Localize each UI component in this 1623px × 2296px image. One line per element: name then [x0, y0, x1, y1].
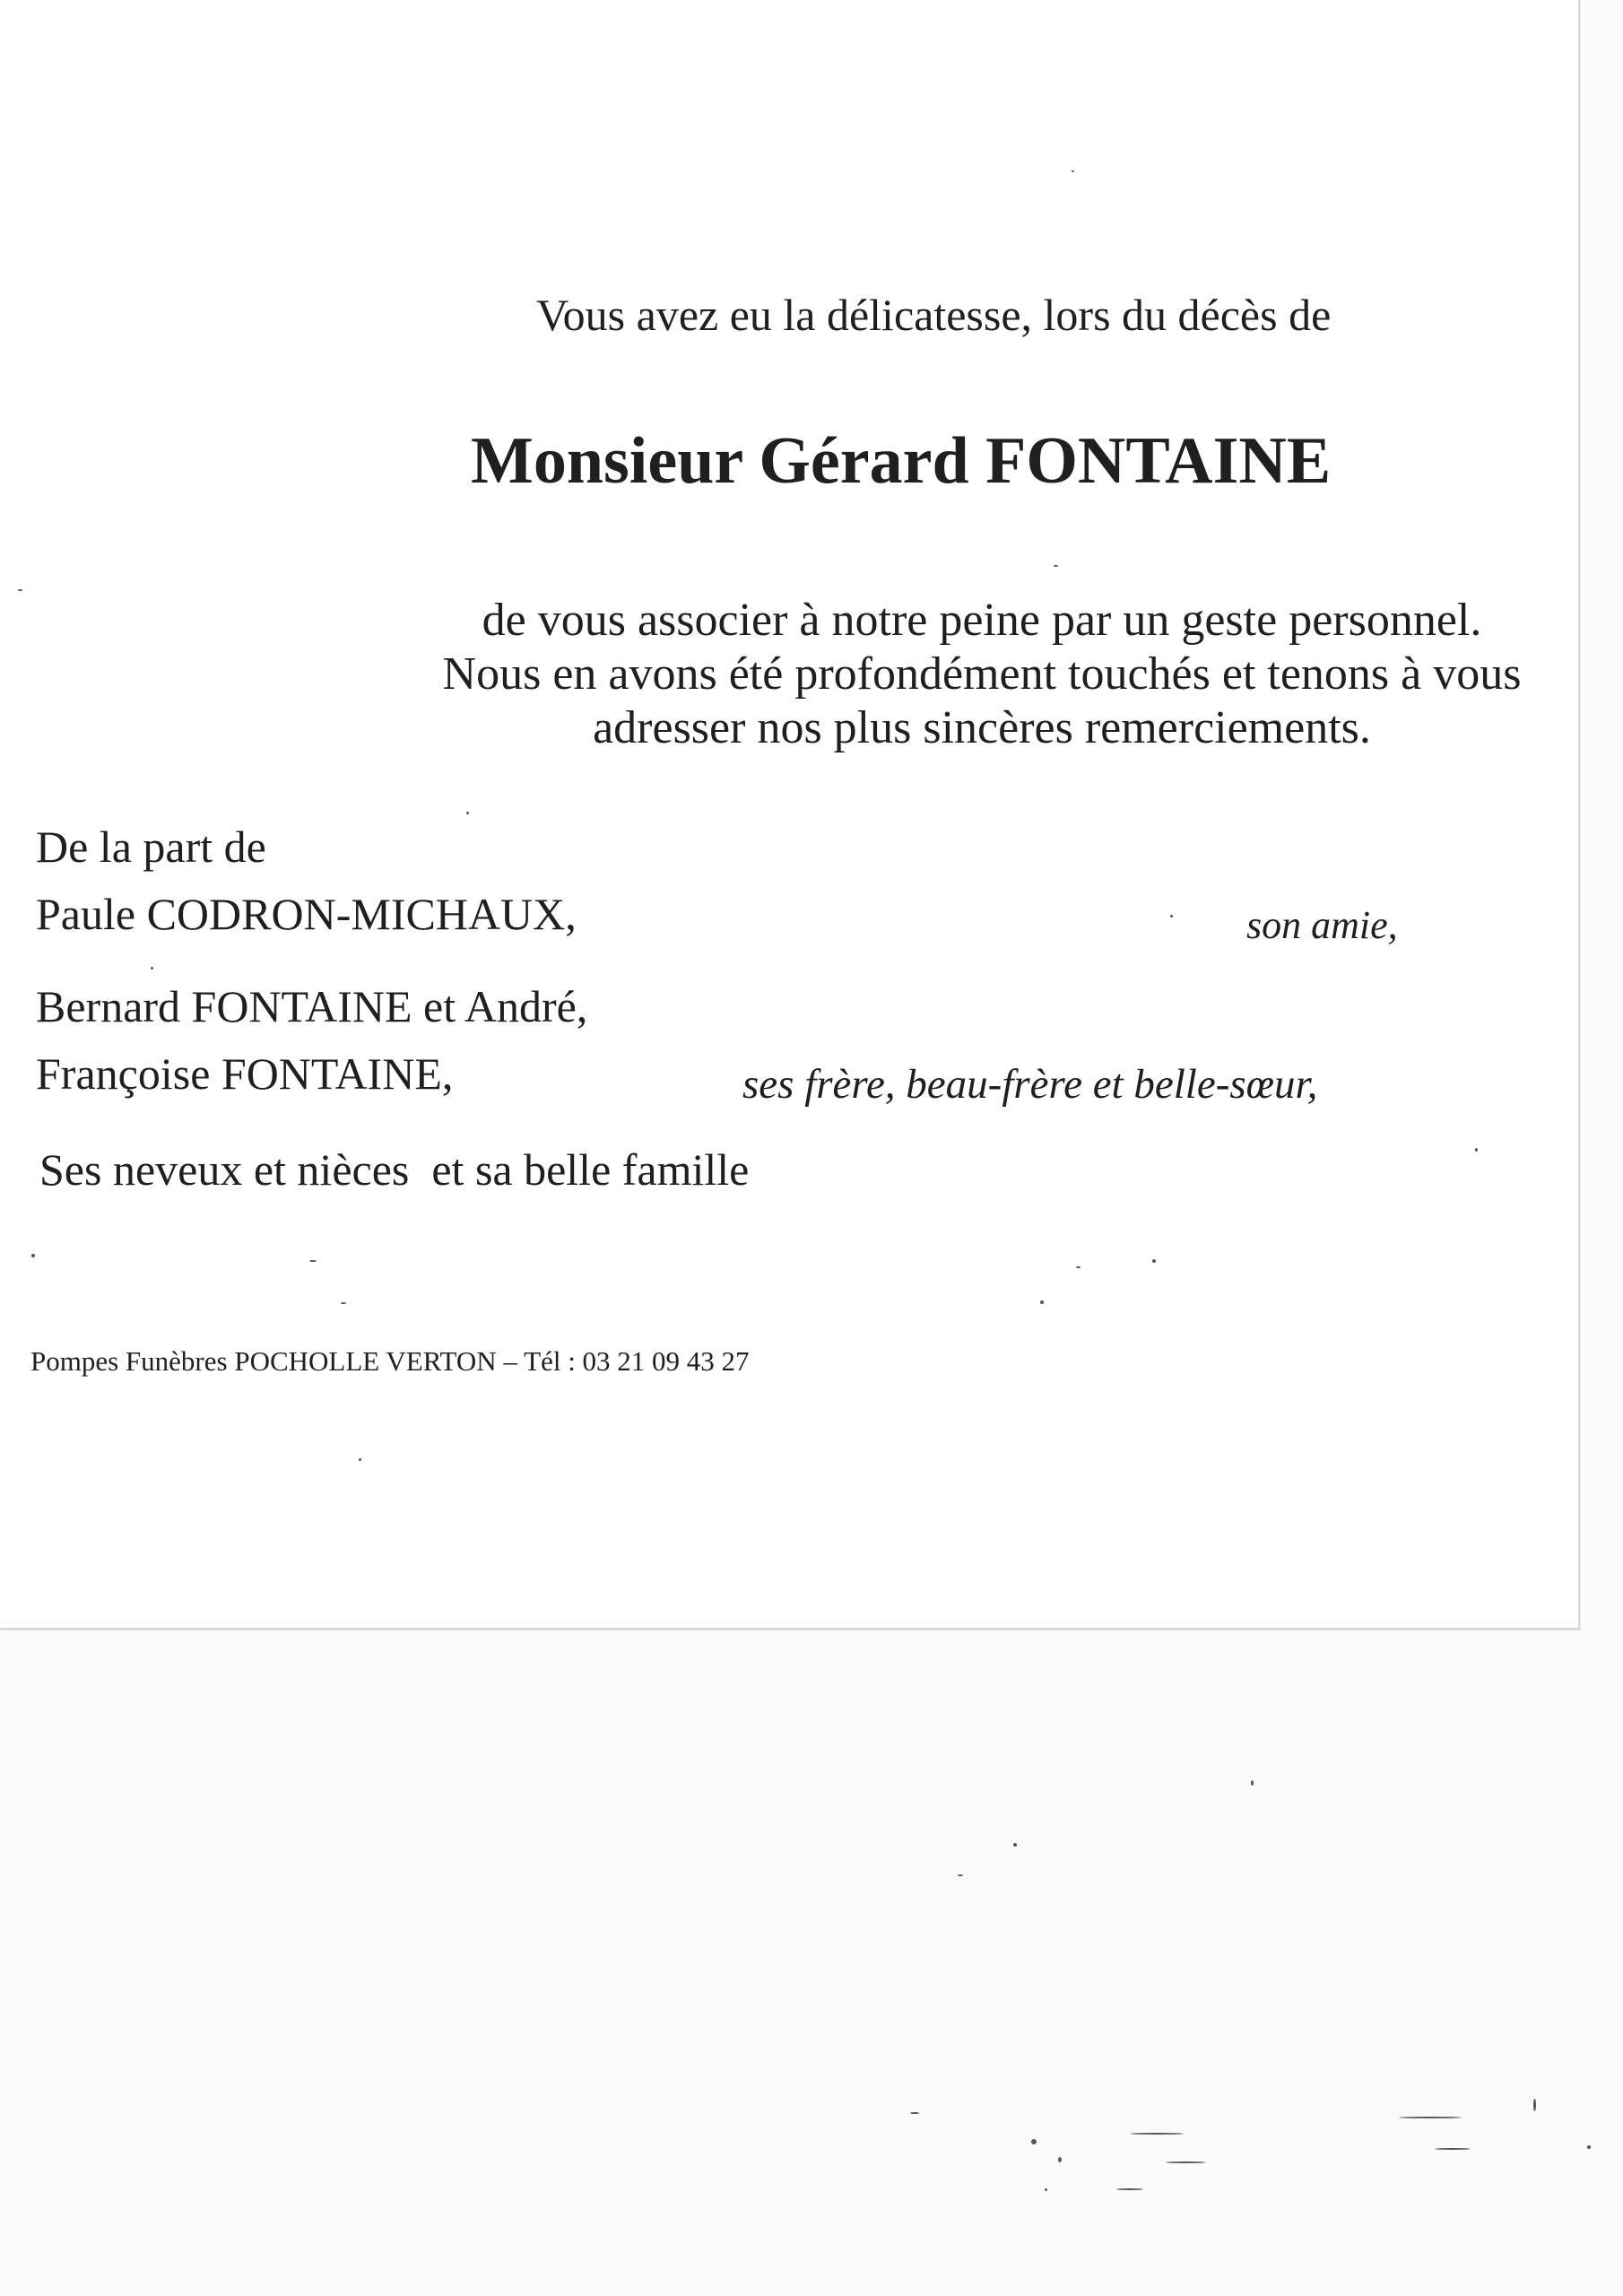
- from-label: De la part de: [36, 822, 266, 872]
- message-line: Nous en avons été profondément touchés et tenons à vous: [442, 648, 1522, 700]
- scan-speck: [1058, 2157, 1062, 2162]
- scan-speck: [1045, 2188, 1047, 2191]
- scan-speck: [1587, 2145, 1591, 2149]
- family-member-relation: ses frère, beau-frère et belle-sœur,: [742, 1061, 1318, 1108]
- family-extended: Ses neveux et nièces et sa belle famille: [39, 1144, 750, 1195]
- family-member-name: Françoise FONTAINE,: [36, 1048, 454, 1099]
- scan-speck: [910, 2112, 919, 2114]
- scan-speck: [1013, 1843, 1017, 1847]
- message-line: de vous associer à notre peine par un geste personnel.: [482, 595, 1482, 646]
- family-member-relation: son amie,: [1246, 903, 1398, 947]
- scan-speck: [1399, 2117, 1462, 2118]
- deceased-name: Monsieur Gérard FONTAINE: [471, 424, 1332, 498]
- family-member-name: Paule CODRON-MICHAUX,: [36, 889, 577, 939]
- scan-speck: [1533, 2099, 1536, 2111]
- scan-speck: [1435, 2148, 1471, 2150]
- scan-speck: [1116, 2188, 1143, 2190]
- funeral-home-phone: Tél : 03 21 09 43 27: [524, 1345, 750, 1377]
- thanks-message: [386, 594, 1578, 755]
- funeral-home-name: Pompes Funèbres POCHOLLE VERTON –: [30, 1345, 525, 1377]
- intro-text: Vous avez eu la délicatesse, lors du décès de: [536, 290, 1332, 340]
- scan-speck: [1031, 2139, 1037, 2144]
- scan-speck: [958, 1874, 963, 1876]
- funeral-home-footer: [30, 1345, 750, 1378]
- scan-speck: [1130, 2133, 1184, 2135]
- family-member-name: Bernard FONTAINE et André,: [36, 981, 588, 1031]
- scan-speck: [1251, 1780, 1254, 1786]
- message-line: adresser nos plus sincères remerciements.: [593, 702, 1371, 753]
- scan-speck: [1166, 2161, 1206, 2163]
